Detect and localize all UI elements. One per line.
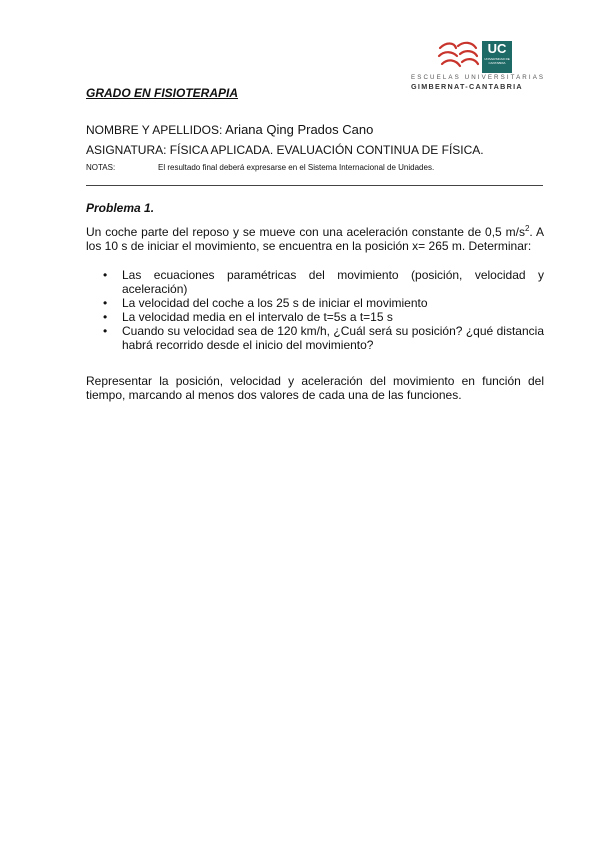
statement-part-1: Un coche parte del reposo y se mueve con una aceleración constante de 0,5 m/s xyxy=(86,225,525,239)
bullet-icon: • xyxy=(103,268,108,282)
statement-part-2: . A los 10 s de iniciar el movimiento, se encuentra en la posición x= 265 m. Determinar: xyxy=(86,225,545,253)
list-item-text: Cuando su velocidad sea de 120 km/h, ¿Cuál será su posición? ¿qué distancia habrá recorrido desde el inicio del movimiento? xyxy=(122,324,544,352)
problem-statement xyxy=(86,225,544,253)
uc-badge-subtext: UNIVERSIDAD DE CANTABRIA xyxy=(484,57,510,65)
student-name-value: Ariana Qing Prados Cano xyxy=(222,122,374,137)
institution-logo xyxy=(411,40,546,96)
notes-label: NOTAS: xyxy=(86,163,116,172)
institution-line-1: ESCUELAS UNIVERSITARIAS xyxy=(411,74,546,81)
list-item-text: Las ecuaciones paramétricas del movimiento (posición, velocidad y aceleración) xyxy=(122,268,544,296)
problem-questions-list xyxy=(86,268,544,352)
closing-instruction: Representar la posición, velocidad y aceleración del movimiento en función del tiempo, marcando al menos dos valores de cada una de las funciones. xyxy=(86,374,544,402)
problem-title: Problema 1. xyxy=(86,201,155,215)
notes-row xyxy=(86,163,435,172)
bullet-icon: • xyxy=(103,296,108,310)
list-item xyxy=(86,310,544,324)
list-item xyxy=(86,296,544,310)
uc-badge-text: UC xyxy=(487,41,507,56)
list-item-text: La velocidad media en el intervalo de t=5s a t=15 s xyxy=(122,310,393,324)
statement-superscript: 2 xyxy=(524,224,530,233)
gimbernat-logo-mark-icon xyxy=(436,40,480,72)
list-item xyxy=(86,324,544,352)
degree-title: GRADO EN FISIOTERAPIA xyxy=(86,86,239,100)
header-divider xyxy=(86,185,543,186)
student-name-row xyxy=(86,122,373,137)
student-name-label: NOMBRE Y APELLIDOS: xyxy=(86,123,223,137)
bullet-icon: • xyxy=(103,310,108,324)
subject-line: ASIGNATURA: FÍSICA APLICADA. EVALUACIÓN CONTINUA DE FÍSICA. xyxy=(86,143,484,157)
bullet-icon: • xyxy=(103,324,108,338)
notes-text: El resultado final deberá expresarse en el Sistema Internacional de Unidades. xyxy=(158,163,435,172)
institution-line-2: GIMBERNAT-CANTABRIA xyxy=(411,82,523,91)
list-item-text: La velocidad del coche a los 25 s de iniciar el movimiento xyxy=(122,296,428,310)
uc-badge xyxy=(482,41,512,73)
list-item xyxy=(86,268,544,296)
